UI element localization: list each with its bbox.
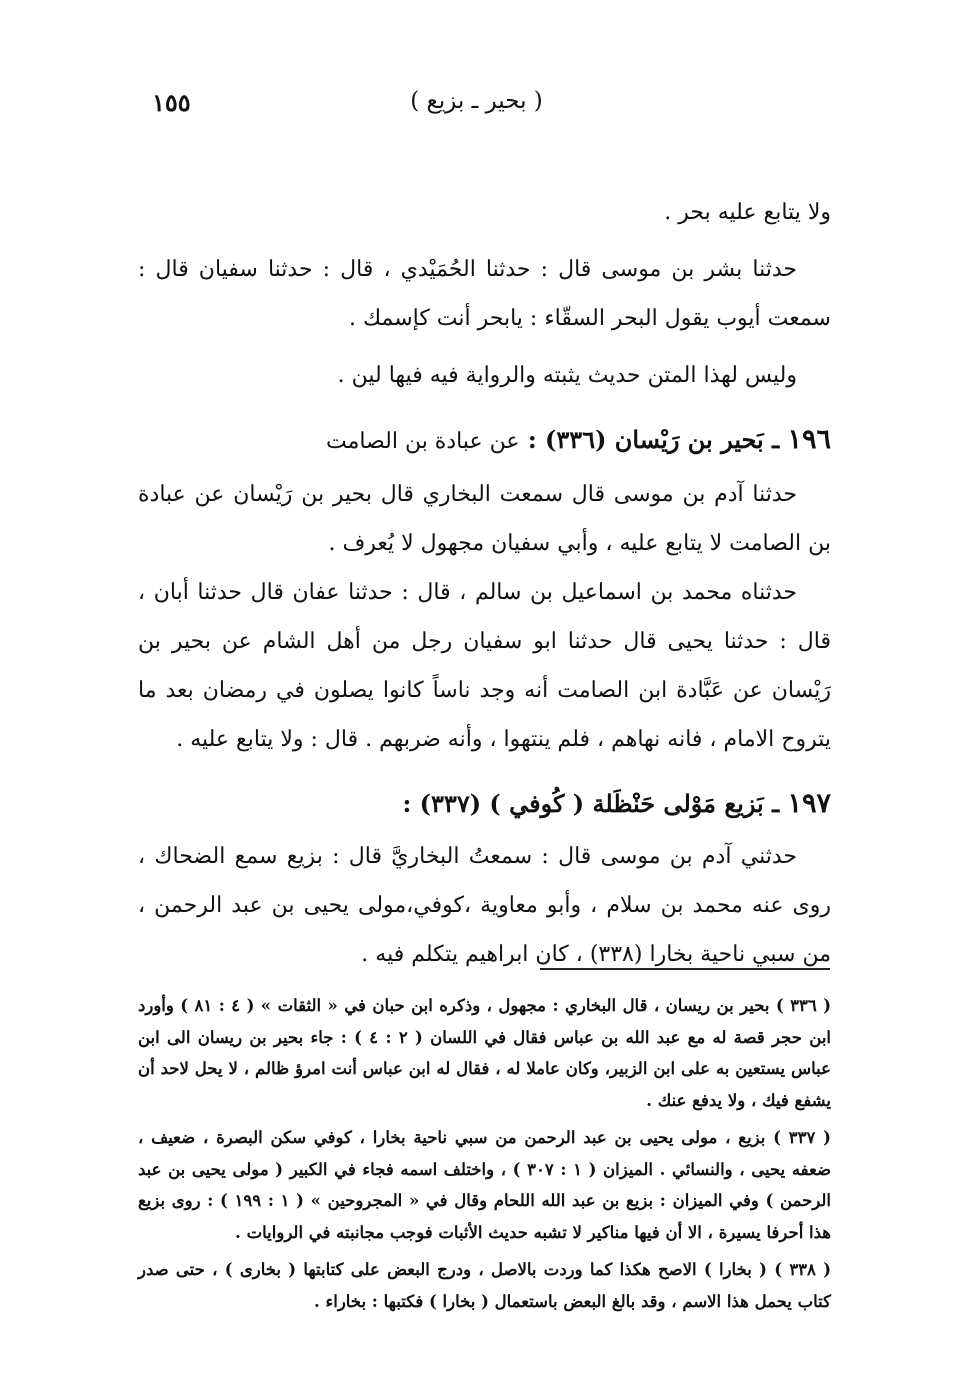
entry-name: بَزيع مَوْلى حَنْظَلة ( كُوفي ) bbox=[489, 789, 764, 818]
entry-colon: : bbox=[402, 789, 412, 818]
paragraph: وليس لهذا المتن حديث يثبته والرواية فيه فيها لين . bbox=[337, 363, 797, 388]
entry-dash: ـ bbox=[772, 789, 780, 818]
footnote: ( ٣٣٨ ) ( بخارا ) الاصح هكذا كما وردت بالاصل ، ودرج البعض على كتابتها ( بخارى ) ، حتى صدر كتاب يحمل هذا الاسم ، وقد بالغ البعض باستعمال ( بخارا ) فكتبها : بخاراء . bbox=[138, 1260, 832, 1311]
entry-heading-196 bbox=[138, 412, 831, 470]
entry-number: ١٩٧ bbox=[787, 788, 831, 819]
footnote-ref: (٣٣٦) bbox=[545, 425, 607, 454]
paragraph: حدثنا آدم بن موسى قال سمعت البخاري قال بحير بن رَيْسان عن عبادة بن الصامت لا يتابع عليه ، وأبي سفيان مجهول لا يُعرف . bbox=[138, 482, 831, 556]
entry-heading-197 bbox=[138, 776, 831, 832]
footnote-divider bbox=[540, 968, 830, 970]
entry-subtitle: عن عبادة بن الصامت bbox=[325, 429, 520, 454]
running-title: ( بحير ـ بزيع ) bbox=[410, 88, 543, 114]
footnotes bbox=[138, 990, 831, 1323]
page-number: ١٥٥ bbox=[152, 88, 191, 117]
paragraph: حدثنا بشر بن موسى قال : حدثنا الحُمَيْدي ، قال : حدثنا سفيان قال : سمعت أيوب يقول البحر السقّاء : يابحر أنت كإسمك . bbox=[138, 257, 831, 331]
entry-dash: ـ bbox=[772, 425, 780, 454]
paragraph: حدثناه محمد بن اسماعيل بن سالم ، قال : حدثنا عفان قال حدثنا أبان ، قال : حدثنا يحيى قال حدثنا ابو سفيان رجل من أهل الشام عن بحير بن رَيْسان عن عَبَّادة ابن الصامت أنه وجد ناساً كانوا يصلون في رمضان بعد ما يتروح الامام ، فانه نهاهم ، فلم ينتهوا ، وأنه ضربهم . قال : ولا يتابع عليه . bbox=[138, 580, 831, 752]
main-text bbox=[138, 188, 831, 979]
footnote: ( ٣٣٦ ) بحير بن ريسان ، قال البخاري : مجهول ، وذكره ابن حبان في « الثقات » ( ٤ : ٨١ ) وأورد ابن حجر قصة له مع عبد الله بن عباس فقال في اللسان ( ٢ : ٤ ) : جاء بحير بن ريسان الى ابن عباس يستعين به على ابن الزبير، وكان عاملا له ، فقال له ابن عباس أنت امرؤ ظالم ، لا يحل لاحد أن يشفع فيك ، ولا يدفع عنك . bbox=[138, 996, 831, 1110]
entry-number: ١٩٦ bbox=[787, 424, 831, 455]
paragraph: حدثني آدم بن موسى قال : سمعتُ البخاريَّ قال : بزيع سمع الضحاك ، روى عنه محمد بن سلام ، وأبو معاوية ،كوفي،مولى يحيى بن عبد الرحمن ، من سبي ناحية بخارا (٣٣٨) ، كان ابراهيم يتكلم فيه . bbox=[138, 844, 831, 967]
entry-colon: : bbox=[527, 425, 537, 454]
footnote-ref: (٣٣٧) bbox=[419, 789, 482, 818]
footnote: ( ٣٣٧ ) بزيع ، مولى يحيى بن عبد الرحمن من سبي ناحية بخارا ، كوفي سكن البصرة ، ضعيف ، ضعفه يحيى ، والنسائي . الميزان ( ١ : ٣٠٧ ) ، واختلف اسمه فجاء في الكبير ( مولى يحيى بن عبد الرحمن ) وفي الميزان : بزيع بن عبد الله اللحام وقال في « المجروحين » ( ١ : ١٩٩ ) : روى بزيع هذا أحرفا يسيرة ، الا أن فيها مناكير لا تشبه حديث الأثبات فوجب مجانبته في الروايات . bbox=[138, 1128, 831, 1242]
paragraph: ولا يتابع عليه بحر . bbox=[664, 200, 831, 225]
entry-name: بَحير بن رَيْسان bbox=[614, 425, 764, 454]
page-header bbox=[0, 88, 953, 128]
